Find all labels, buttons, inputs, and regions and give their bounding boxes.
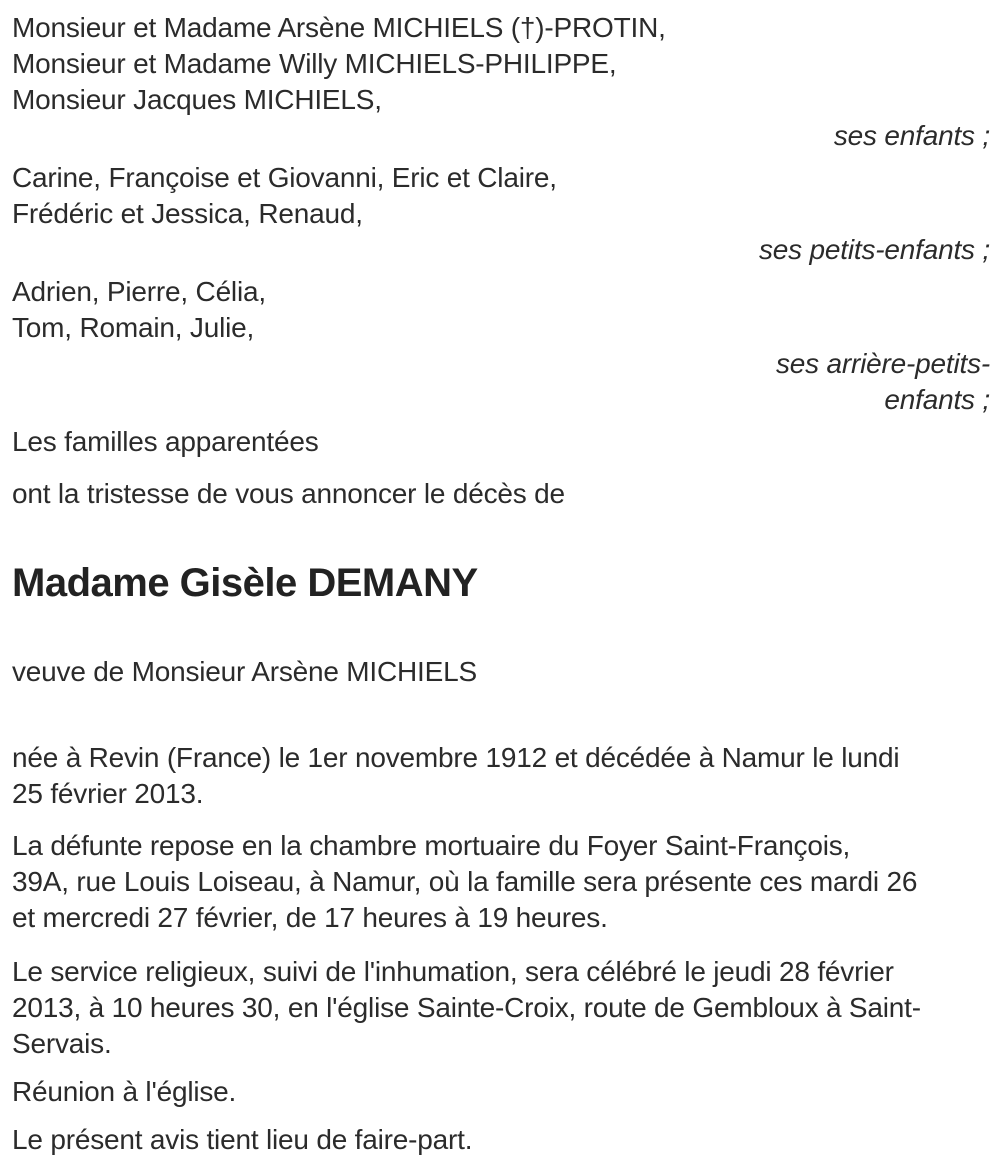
children-name-line: Monsieur et Madame Willy MICHIELS-PHILIPPE, — [12, 48, 617, 79]
repose-line: et mercredi 27 février, de 17 heures à 19 heures. — [12, 902, 608, 933]
great-grandchildren-relation-label: ses arrière-petits- — [775, 348, 990, 379]
grandchildren-name-line: Frédéric et Jessica, Renaud, — [12, 198, 363, 229]
service-line: 2013, à 10 heures 30, en l'église Sainte-Croix, route de Gembloux à Saint- — [12, 992, 921, 1023]
repose-line: 39A, rue Louis Loiseau, à Namur, où la famille sera présente ces mardi 26 — [12, 866, 918, 897]
birth-death-line: 25 février 2013. — [12, 778, 204, 809]
birth-death-paragraph — [12, 740, 990, 812]
birth-death-line: née à Revin (France) le 1er novembre 1912 et décédée à Namur le lundi — [12, 742, 900, 773]
great-grandchildren-relation-label: enfants ; — [884, 384, 990, 415]
great-grandchildren-name-line: Adrien, Pierre, Célia, — [12, 276, 266, 307]
great-grandchildren-name-line: Tom, Romain, Julie, — [12, 312, 255, 343]
service-paragraph — [12, 954, 990, 1062]
related-families-line: Les familles apparentées — [12, 426, 319, 457]
deceased-name: Madame Gisèle DEMANY — [12, 561, 478, 605]
grandchildren-name-line: Carine, Françoise et Giovanni, Eric et Claire, — [12, 162, 557, 193]
service-line: Le service religieux, suivi de l'inhumation, sera célébré le jeudi 28 février — [12, 956, 894, 987]
children-name-line: Monsieur et Madame Arsène MICHIELS (†)-PROTIN, — [12, 12, 666, 43]
service-line: Servais. — [12, 1028, 112, 1059]
grandchildren-relation-label: ses petits-enfants ; — [758, 234, 990, 265]
widow-line: veuve de Monsieur Arsène MICHIELS — [12, 656, 477, 687]
announcement-line: ont la tristesse de vous annoncer le décès de — [12, 478, 565, 509]
children-name-line: Monsieur Jacques MICHIELS, — [12, 84, 382, 115]
meeting-line: Réunion à l'église. — [12, 1076, 237, 1107]
repose-line: La défunte repose en la chambre mortuaire du Foyer Saint-François, — [12, 830, 851, 861]
children-relation-label: ses enfants ; — [833, 120, 990, 151]
repose-paragraph — [12, 828, 990, 936]
legal-notice-line: Le présent avis tient lieu de faire-part. — [12, 1124, 473, 1155]
